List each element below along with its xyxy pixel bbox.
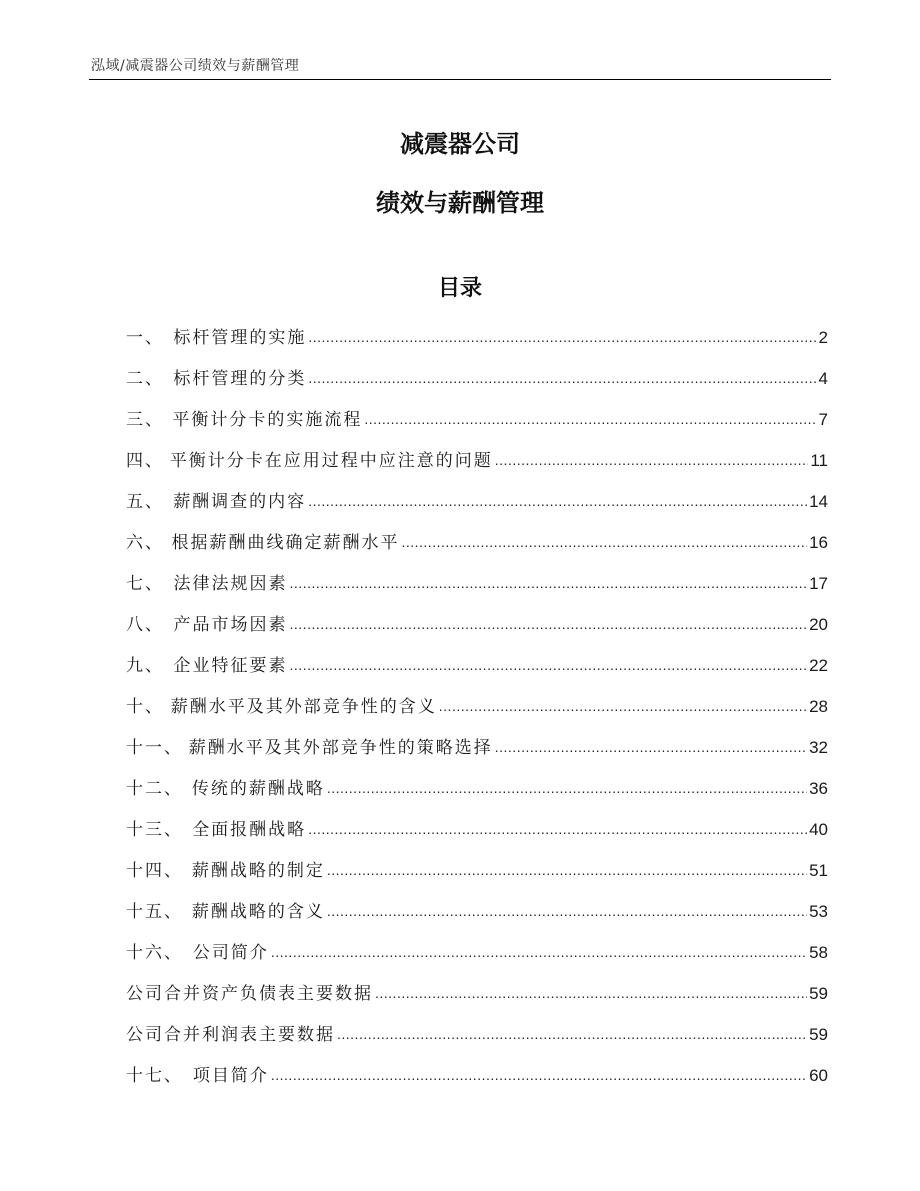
toc-entry-number: 七、 — [126, 574, 164, 594]
toc-entry[interactable] — [126, 736, 828, 777]
toc-entry-title: 法律法规因素 — [173, 574, 288, 594]
toc-dot-leader — [337, 1022, 807, 1046]
toc-dot-leader — [375, 981, 807, 1005]
toc-entry-number: 五、 — [126, 492, 164, 512]
toc-entry-title: 薪酬战略的制定 — [191, 861, 325, 881]
toc-dot-leader — [290, 612, 808, 636]
toc-entry-title: 公司合并资产负债表主要数据 — [126, 984, 373, 1004]
toc-entry[interactable] — [126, 859, 828, 900]
toc-entry-title: 项目简介 — [192, 1066, 269, 1086]
toc-entry-number: 六、 — [126, 533, 164, 553]
toc-entry[interactable] — [126, 818, 828, 859]
toc-entry-page-number: 7 — [818, 410, 828, 429]
toc-entry-page-number: 59 — [809, 984, 828, 1003]
toc-entry-number: 十、 — [126, 697, 164, 717]
toc-entry-title: 标杆管理的实施 — [173, 328, 307, 348]
toc-entry-page-number: 60 — [809, 1066, 828, 1085]
toc-entry[interactable] — [126, 367, 828, 408]
toc-entry-page-number: 4 — [818, 369, 828, 388]
toc-entry-page-number: 22 — [809, 656, 828, 675]
toc-entry-page-number: 53 — [809, 902, 828, 921]
toc-dot-leader — [308, 489, 807, 513]
toc-entry[interactable] — [126, 613, 828, 654]
toc-entry-number: 十五、 — [126, 902, 183, 922]
table-of-contents — [126, 326, 828, 1105]
toc-entry-page-number: 51 — [809, 861, 828, 880]
toc-entry-number: 一、 — [126, 328, 164, 348]
toc-entry-title: 薪酬水平及其外部竞争性的含义 — [170, 697, 437, 717]
toc-entry-title: 企业特征要素 — [173, 656, 288, 676]
toc-heading: 目录 — [437, 276, 482, 301]
toc-entry-title: 产品市场因素 — [173, 615, 288, 635]
toc-entry-number: 十六、 — [126, 943, 183, 963]
toc-entry-title: 平衡计分卡在应用过程中应注意的问题 — [169, 451, 493, 471]
toc-entry[interactable] — [126, 408, 828, 449]
toc-entry[interactable] — [126, 326, 828, 367]
toc-dot-leader — [495, 735, 807, 759]
toc-entry-number: 十三、 — [126, 820, 183, 840]
toc-dot-leader — [308, 366, 816, 390]
toc-entry[interactable] — [126, 449, 828, 490]
toc-entry-title: 平衡计分卡的实施流程 — [172, 410, 363, 430]
toc-entry-page-number: 36 — [809, 779, 828, 798]
running-header: 泓域/减震器公司绩效与薪酬管理 — [91, 58, 300, 74]
toc-dot-leader — [439, 694, 807, 718]
toc-entry-title: 标杆管理的分类 — [173, 369, 307, 389]
toc-entry[interactable] — [126, 982, 828, 1023]
toc-entry[interactable] — [126, 654, 828, 695]
toc-entry-title: 根据薪酬曲线确定薪酬水平 — [171, 533, 400, 553]
toc-entry[interactable] — [126, 941, 828, 982]
toc-entry[interactable] — [126, 572, 828, 613]
toc-dot-leader — [290, 653, 808, 677]
toc-entry-page-number: 17 — [809, 574, 828, 593]
toc-dot-leader — [401, 530, 807, 554]
document-title-line1: 减震器公司 — [400, 130, 520, 158]
toc-entry-page-number: 59 — [809, 1025, 828, 1044]
toc-dot-leader — [364, 407, 816, 431]
toc-entry-number: 十一、 — [126, 738, 183, 758]
toc-entry[interactable] — [126, 1064, 828, 1105]
toc-dot-leader — [327, 858, 807, 882]
toc-entry-number: 八、 — [126, 615, 164, 635]
toc-entry-title: 公司合并利润表主要数据 — [126, 1025, 335, 1045]
toc-dot-leader — [290, 571, 808, 595]
toc-dot-leader — [308, 817, 807, 841]
toc-dot-leader — [495, 448, 809, 472]
toc-entry[interactable] — [126, 531, 828, 572]
toc-entry-number: 三、 — [126, 410, 164, 430]
toc-entry[interactable] — [126, 490, 828, 531]
toc-entry-number: 九、 — [126, 656, 164, 676]
toc-entry-number: 十七、 — [126, 1066, 183, 1086]
toc-entry-page-number: 32 — [809, 738, 828, 757]
toc-entry[interactable] — [126, 777, 828, 818]
toc-dot-leader — [327, 776, 807, 800]
document-title-line2: 绩效与薪酬管理 — [376, 189, 544, 217]
toc-entry-page-number: 14 — [809, 492, 828, 511]
toc-entry-number: 二、 — [126, 369, 164, 389]
toc-entry-page-number: 2 — [818, 328, 828, 347]
toc-entry-page-number: 16 — [809, 533, 828, 552]
header-divider — [89, 79, 831, 80]
toc-dot-leader — [308, 325, 816, 349]
toc-entry-page-number: 20 — [809, 615, 828, 634]
toc-entry-page-number: 11 — [810, 451, 828, 470]
toc-entry-number: 十二、 — [126, 779, 183, 799]
toc-entry-title: 薪酬水平及其外部竞争性的策略选择 — [188, 738, 493, 758]
toc-entry-title: 公司简介 — [192, 943, 269, 963]
toc-entry-title: 传统的薪酬战略 — [191, 779, 325, 799]
toc-entry[interactable] — [126, 900, 828, 941]
toc-entry-page-number: 58 — [809, 943, 828, 962]
toc-entry[interactable] — [126, 695, 828, 736]
toc-entry-page-number: 40 — [809, 820, 828, 839]
toc-entry-page-number: 28 — [809, 697, 828, 716]
toc-entry-title: 薪酬调查的内容 — [173, 492, 307, 512]
toc-entry-number: 十四、 — [126, 861, 183, 881]
toc-dot-leader — [271, 940, 807, 964]
toc-dot-leader — [327, 899, 807, 923]
toc-dot-leader — [271, 1063, 807, 1087]
toc-entry-title: 薪酬战略的含义 — [191, 902, 325, 922]
toc-entry-number: 四、 — [126, 451, 164, 471]
toc-entry-title: 全面报酬战略 — [192, 820, 307, 840]
toc-entry[interactable] — [126, 1023, 828, 1064]
